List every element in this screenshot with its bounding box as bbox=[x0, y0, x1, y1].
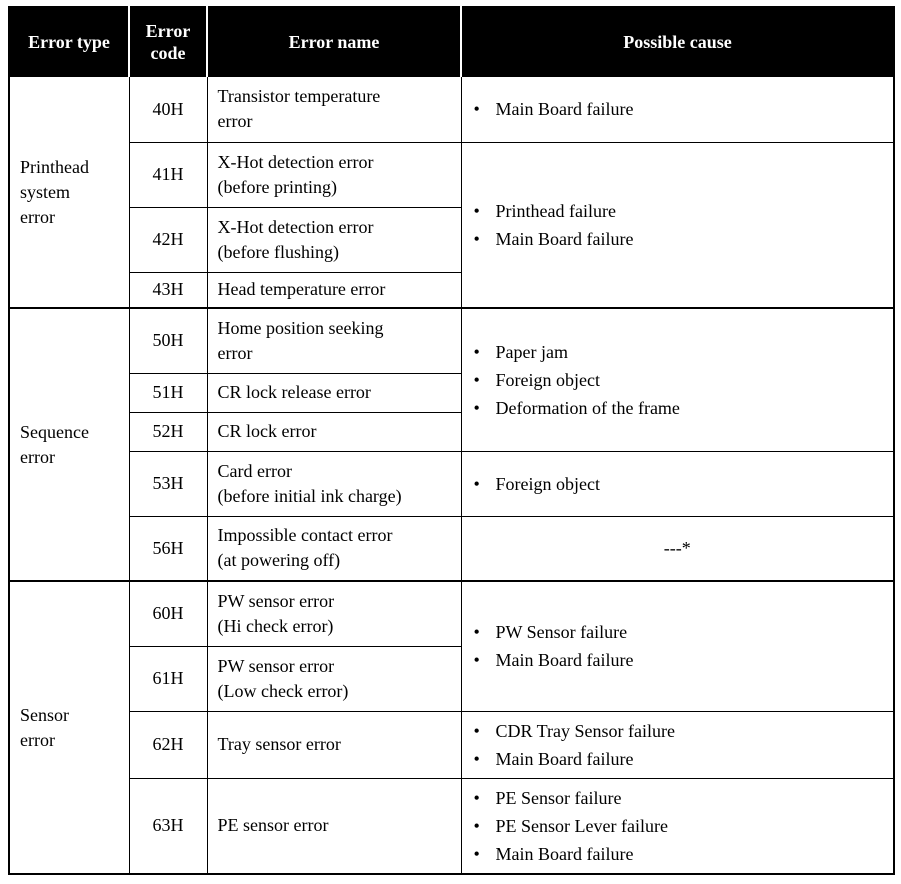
table-row bbox=[9, 711, 894, 778]
error-type-line: error bbox=[20, 446, 55, 467]
error-code: 43H bbox=[129, 272, 207, 308]
bullet-icon: • bbox=[473, 473, 480, 494]
bullet-icon: • bbox=[473, 843, 480, 864]
cause-text: Main Board failure bbox=[495, 99, 634, 120]
possible-cause bbox=[461, 778, 894, 874]
cause-text: Main Board failure bbox=[495, 228, 634, 249]
cause-text: Deformation of the frame bbox=[495, 397, 680, 418]
bullet-icon: • bbox=[473, 369, 480, 390]
possible-cause bbox=[461, 308, 894, 451]
cause-item bbox=[472, 812, 884, 840]
error-name-line: Card error bbox=[217, 460, 292, 481]
cause-text: PW Sensor failure bbox=[495, 622, 628, 643]
possible-cause bbox=[461, 76, 894, 142]
possible-cause bbox=[461, 581, 894, 711]
error-code: 40H bbox=[129, 76, 207, 142]
table-row bbox=[9, 308, 894, 373]
error-name-line: (before initial ink charge) bbox=[217, 485, 402, 506]
cause-item bbox=[472, 366, 884, 394]
error-name-line: (before flushing) bbox=[217, 241, 339, 262]
cause-item bbox=[472, 840, 884, 868]
table-row bbox=[9, 451, 894, 516]
error-name bbox=[207, 272, 461, 308]
error-name-line: CR lock release error bbox=[217, 382, 371, 402]
header-error-code bbox=[129, 7, 207, 76]
error-name-line: Tray sensor error bbox=[217, 734, 341, 754]
cause-item bbox=[472, 197, 884, 225]
cause-text: PE Sensor failure bbox=[495, 787, 622, 808]
table-row bbox=[9, 142, 894, 207]
table-row bbox=[9, 516, 894, 581]
possible-cause bbox=[461, 451, 894, 516]
cause-text: PE Sensor Lever failure bbox=[495, 815, 668, 836]
error-code: 60H bbox=[129, 581, 207, 646]
error-name bbox=[207, 646, 461, 711]
cause-item bbox=[472, 745, 884, 773]
error-name bbox=[207, 516, 461, 581]
error-type-sequence bbox=[9, 308, 129, 581]
cause-text: Main Board failure bbox=[495, 650, 634, 671]
possible-cause bbox=[461, 142, 894, 308]
error-type-line: error bbox=[20, 206, 55, 227]
bullet-icon: • bbox=[473, 720, 480, 741]
cause-text: Paper jam bbox=[495, 341, 568, 362]
error-type-line: Printhead bbox=[20, 156, 89, 177]
error-name bbox=[207, 142, 461, 207]
error-name bbox=[207, 373, 461, 412]
error-code: 56H bbox=[129, 516, 207, 581]
cause-text: CDR Tray Sensor failure bbox=[495, 720, 675, 741]
error-name-line: PW sensor error bbox=[217, 655, 335, 676]
header-possible-cause: Possible cause bbox=[461, 7, 894, 76]
cause-item bbox=[472, 618, 884, 646]
possible-cause bbox=[461, 711, 894, 778]
header-error-name: Error name bbox=[207, 7, 461, 76]
bullet-icon: • bbox=[473, 341, 480, 362]
error-type-printhead bbox=[9, 76, 129, 308]
error-name-line: Home position seeking bbox=[217, 317, 384, 338]
error-code: 50H bbox=[129, 308, 207, 373]
header-error-type: Error type bbox=[9, 7, 129, 76]
bullet-icon: • bbox=[473, 787, 480, 808]
bullet-icon: • bbox=[473, 650, 480, 671]
error-type-line: Sensor bbox=[20, 704, 69, 725]
cause-item bbox=[472, 225, 884, 253]
cause-item bbox=[472, 717, 884, 745]
cause-text: Foreign object bbox=[495, 369, 600, 390]
header-error-code-line2: code bbox=[150, 42, 186, 63]
cause-item bbox=[472, 646, 884, 674]
bullet-icon: • bbox=[473, 228, 480, 249]
error-name-line: Head temperature error bbox=[217, 279, 386, 300]
error-name-line: (Hi check error) bbox=[217, 615, 334, 636]
cause-item bbox=[472, 470, 884, 498]
bullet-icon: • bbox=[473, 99, 480, 120]
table-row bbox=[9, 581, 894, 646]
error-name bbox=[207, 778, 461, 874]
error-name bbox=[207, 412, 461, 451]
error-code: 42H bbox=[129, 207, 207, 272]
error-type-sensor bbox=[9, 581, 129, 874]
error-name bbox=[207, 207, 461, 272]
cause-item bbox=[472, 338, 884, 366]
cause-text: Printhead failure bbox=[495, 200, 616, 221]
error-name-line: PW sensor error bbox=[217, 590, 335, 611]
error-name-line: PE sensor error bbox=[217, 815, 329, 836]
error-type-line: Sequence bbox=[20, 421, 89, 442]
error-name-line: Transistor temperature bbox=[217, 86, 381, 107]
error-name bbox=[207, 581, 461, 646]
error-name bbox=[207, 308, 461, 373]
table-header-row bbox=[9, 7, 894, 76]
error-name bbox=[207, 76, 461, 142]
error-code: 62H bbox=[129, 711, 207, 778]
error-name-line: (at powering off) bbox=[217, 550, 341, 571]
cause-text: Main Board failure bbox=[495, 748, 634, 769]
error-name-line: (before printing) bbox=[217, 176, 337, 197]
error-type-line: error bbox=[20, 729, 55, 750]
cause-item bbox=[472, 394, 884, 422]
error-code: 63H bbox=[129, 778, 207, 874]
bullet-icon: • bbox=[473, 200, 480, 221]
error-name-line: Impossible contact error bbox=[217, 525, 393, 546]
error-code: 52H bbox=[129, 412, 207, 451]
error-name-line: error bbox=[217, 111, 253, 132]
error-type-line: system bbox=[20, 181, 71, 202]
cause-text: Main Board failure bbox=[495, 843, 634, 864]
error-code-table bbox=[8, 6, 895, 875]
error-code: 41H bbox=[129, 142, 207, 207]
error-code: 61H bbox=[129, 646, 207, 711]
error-name-line: CR lock error bbox=[217, 421, 317, 441]
bullet-icon: • bbox=[473, 815, 480, 836]
bullet-icon: • bbox=[473, 622, 480, 643]
bullet-icon: • bbox=[473, 397, 480, 418]
table-row bbox=[9, 76, 894, 142]
cause-text: Foreign object bbox=[495, 473, 600, 494]
error-name-line: X-Hot detection error bbox=[217, 216, 374, 237]
error-name bbox=[207, 711, 461, 778]
error-name-line: (Low check error) bbox=[217, 680, 349, 701]
bullet-icon: • bbox=[473, 748, 480, 769]
error-name-line: error bbox=[217, 342, 253, 363]
possible-cause: ---* bbox=[461, 516, 894, 581]
cause-item bbox=[472, 784, 884, 812]
header-error-code-line1: Error bbox=[145, 20, 191, 41]
error-code: 51H bbox=[129, 373, 207, 412]
error-name bbox=[207, 451, 461, 516]
error-code: 53H bbox=[129, 451, 207, 516]
table-row bbox=[9, 778, 894, 874]
cause-item bbox=[472, 95, 884, 123]
error-name-line: X-Hot detection error bbox=[217, 151, 374, 172]
